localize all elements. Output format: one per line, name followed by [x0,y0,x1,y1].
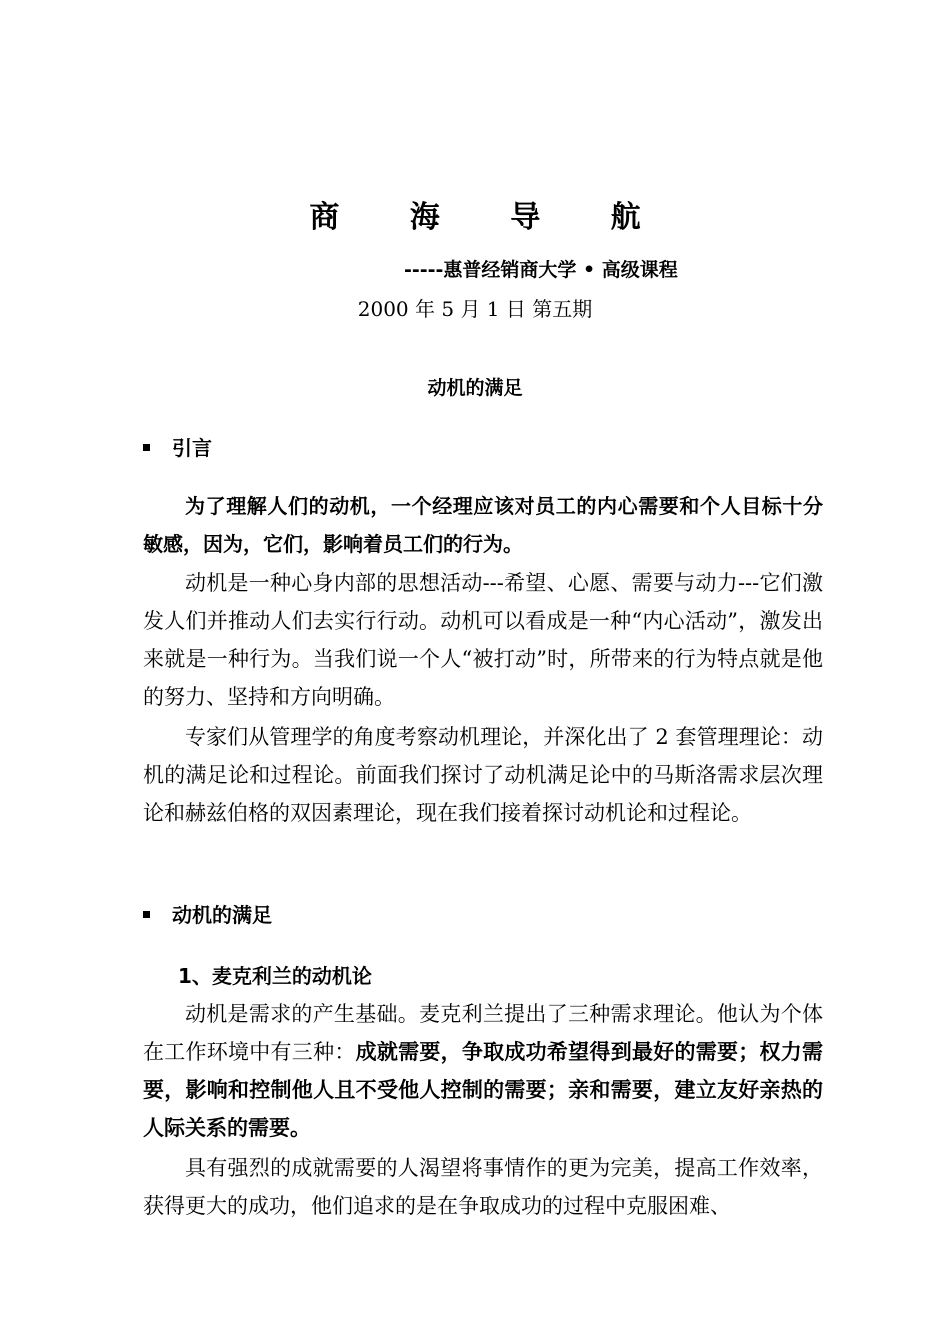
bullet-heading-label: 动机的满足 [172,903,272,927]
bullet-heading-satisfaction [143,899,272,928]
newsletter-title: 商 海 导 航 [309,200,671,235]
subsection-heading: 1、麦克利兰的动机论 [178,964,372,988]
theory-overview-paragraph: 专家们从管理学的角度考察动机理论，并深化出了 2 套管理理论：动机的满足论和过程论。前面我们探讨了动机满足论中的马斯洛需求层次理论和赫兹伯格的双因素理论，现在我们接着探讨动机论和过程论。 [143,725,823,825]
issue-date-line: 2000 年 5 月 1 日 第五期 [357,297,593,321]
mcclelland-paragraph-text: 动机是需求的产生基础。麦克利兰提出了三种需求理论。他认为个体在工作环境中有三种： [143,1002,823,1064]
mcclelland-paragraph [143,995,823,1147]
square-bullet-icon [143,911,150,918]
newsletter-subtitle: -----惠普经销商大学 • 高级课程 [404,259,678,281]
intro-bold-paragraph: 为了理解人们的动机，一个经理应该对员工的内心需要和个人目标十分敏感，因为，它们，影响着员工们的行为。 [143,494,823,556]
square-bullet-icon [143,444,150,451]
achievement-need-paragraph: 具有强烈的成就需要的人渴望将事情作的更为完美，提高工作效率，获得更大的成功，他们追求的是在争取成功的过程中克服困难、 [143,1156,823,1218]
motivation-definition-paragraph: 动机是一种心身内部的思想活动---希望、心愿、需要与动力---它们激发人们并推动人们去实行行动。动机可以看成是一种“内心活动”，激发出来就是一种行为。当我们说一个人“被打动”时，所带来的行为特点就是他的努力、坚持和方向明确。 [143,571,823,709]
bullet-heading-label: 引言 [172,436,212,460]
mcclelland-needs-bold-text: 成就需要，争取成功希望得到最好的需要；权力需要，影响和控制他人且不受他人控制的需要；亲和需要，建立友好亲热的人际关系的需要。 [143,1040,824,1140]
section-title: 动机的满足 [427,377,523,399]
bullet-heading-intro [143,432,212,461]
